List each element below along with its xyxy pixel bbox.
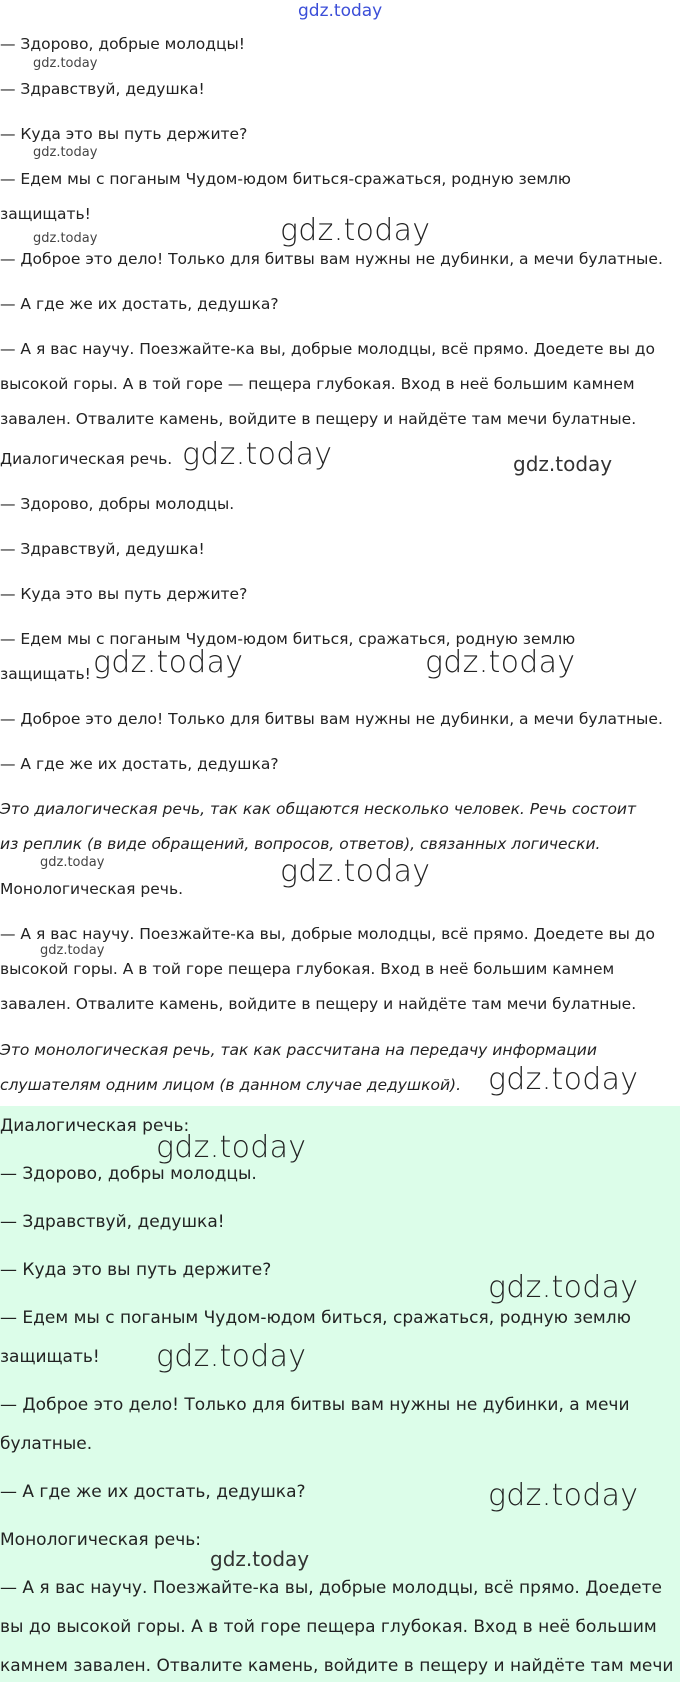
text-line: — Едем мы с поганым Чудом-юдом биться, сражаться, родную землю xyxy=(0,630,576,648)
text-line: — А я вас научу. Поезжайте-ка вы, добрые молодцы, всё прямо. Доедете вы до xyxy=(0,340,655,358)
watermark: gdz.today xyxy=(40,943,105,958)
text-line: — Здорово, добры молодцы. xyxy=(0,1164,257,1184)
text-line: — Куда это вы путь держите? xyxy=(0,585,248,603)
watermark: gdz.today xyxy=(280,854,431,889)
text-line: завален. Отвалите камень, войдите в пещеру и найдёте там мечи булатные. xyxy=(0,995,637,1013)
text-line: вы до высокой горы. А в той горе пещера глубокая. Вход в неё большим xyxy=(0,1617,657,1637)
text-line: — Куда это вы путь держите? xyxy=(0,1260,272,1280)
watermark: gdz.today xyxy=(33,231,98,246)
section-heading: Монологическая речь. xyxy=(0,880,184,898)
text-line: — Здравствуй, дедушка! xyxy=(0,540,205,558)
text-line: защищать! xyxy=(0,205,91,223)
text-line: высокой горы. А в той горе пещера глубокая. Вход в неё большим камнем xyxy=(0,960,615,978)
text-line: камнем завален. Отвалите камень, войдите в пещеру и найдёте там мечи xyxy=(0,1656,674,1676)
watermark: gdz.today xyxy=(33,145,98,160)
text-line: — А где же их достать, дедушка? xyxy=(0,1482,306,1502)
explanation-line: Это диалогическая речь, так как общаются несколько человек. Речь состоит xyxy=(0,800,637,818)
text-line: булатные. xyxy=(0,1434,93,1454)
section-heading: Диалогическая речь. xyxy=(0,450,173,468)
watermark: gdz.today xyxy=(488,1478,639,1513)
text-line: — Здорово, добрые молодцы! xyxy=(0,35,245,53)
watermark: gdz.today xyxy=(40,855,105,870)
watermark: gdz.today xyxy=(488,1062,639,1097)
watermark: gdz.today xyxy=(425,645,576,680)
text-line: — Едем мы с поганым Чудом-юдом биться, сражаться, родную землю xyxy=(0,1308,631,1328)
text-line: — Доброе это дело! Только для битвы вам нужны не дубинки, а мечи булатные. xyxy=(0,710,663,728)
watermark: gdz.today xyxy=(488,1270,639,1305)
section-heading: Диалогическая речь: xyxy=(0,1116,190,1136)
text-line: высокой горы. А в той горе — пещера глубокая. Вход в неё большим камнем xyxy=(0,375,635,393)
text-line: защищать! xyxy=(0,1347,100,1367)
text-line: — Здравствуй, дедушка! xyxy=(0,1212,225,1232)
text-line: защищать! xyxy=(0,665,91,683)
watermark: gdz.today xyxy=(156,1339,307,1374)
explanation-line: Это монологическая речь, так как рассчитана на передачу информации xyxy=(0,1041,597,1059)
text-line: — Здравствуй, дедушка! xyxy=(0,80,205,98)
watermark: gdz.today xyxy=(513,452,613,476)
text-line: — А где же их достать, дедушка? xyxy=(0,295,279,313)
explanation-line: из реплик (в виде обращений, вопросов, ответов), связанных логически. xyxy=(0,835,601,853)
watermark: gdz.today xyxy=(182,437,333,472)
watermark-top: gdz.today xyxy=(298,1,383,21)
watermark: gdz.today xyxy=(280,213,431,248)
text-line: — Едем мы с поганым Чудом-юдом биться-сражаться, родную землю xyxy=(0,170,571,188)
watermark: gdz.today xyxy=(210,1547,310,1571)
text-line: — Доброе это дело! Только для битвы вам нужны не дубинки, а мечи булатные. xyxy=(0,250,663,268)
text-line: — А где же их достать, дедушка? xyxy=(0,755,279,773)
watermark: gdz.today xyxy=(156,1130,307,1165)
text-line: — А я вас научу. Поезжайте-ка вы, добрые молодцы, всё прямо. Доедете вы до xyxy=(0,925,655,943)
watermark: gdz.today xyxy=(33,56,98,71)
text-line: завален. Отвалите камень, войдите в пещеру и найдёте там мечи булатные. xyxy=(0,410,637,428)
text-line: — Доброе это дело! Только для битвы вам нужны не дубинки, а мечи xyxy=(0,1395,630,1415)
watermark: gdz.today xyxy=(93,645,244,680)
explanation-line: слушателям одним лицом (в данном случае дедушкой). xyxy=(0,1076,461,1094)
text-line: — А я вас научу. Поезжайте-ка вы, добрые молодцы, всё прямо. Доедете xyxy=(0,1578,662,1598)
text-line: — Здорово, добры молодцы. xyxy=(0,495,235,513)
text-line: — Куда это вы путь держите? xyxy=(0,125,248,143)
section-heading: Монологическая речь: xyxy=(0,1530,202,1550)
